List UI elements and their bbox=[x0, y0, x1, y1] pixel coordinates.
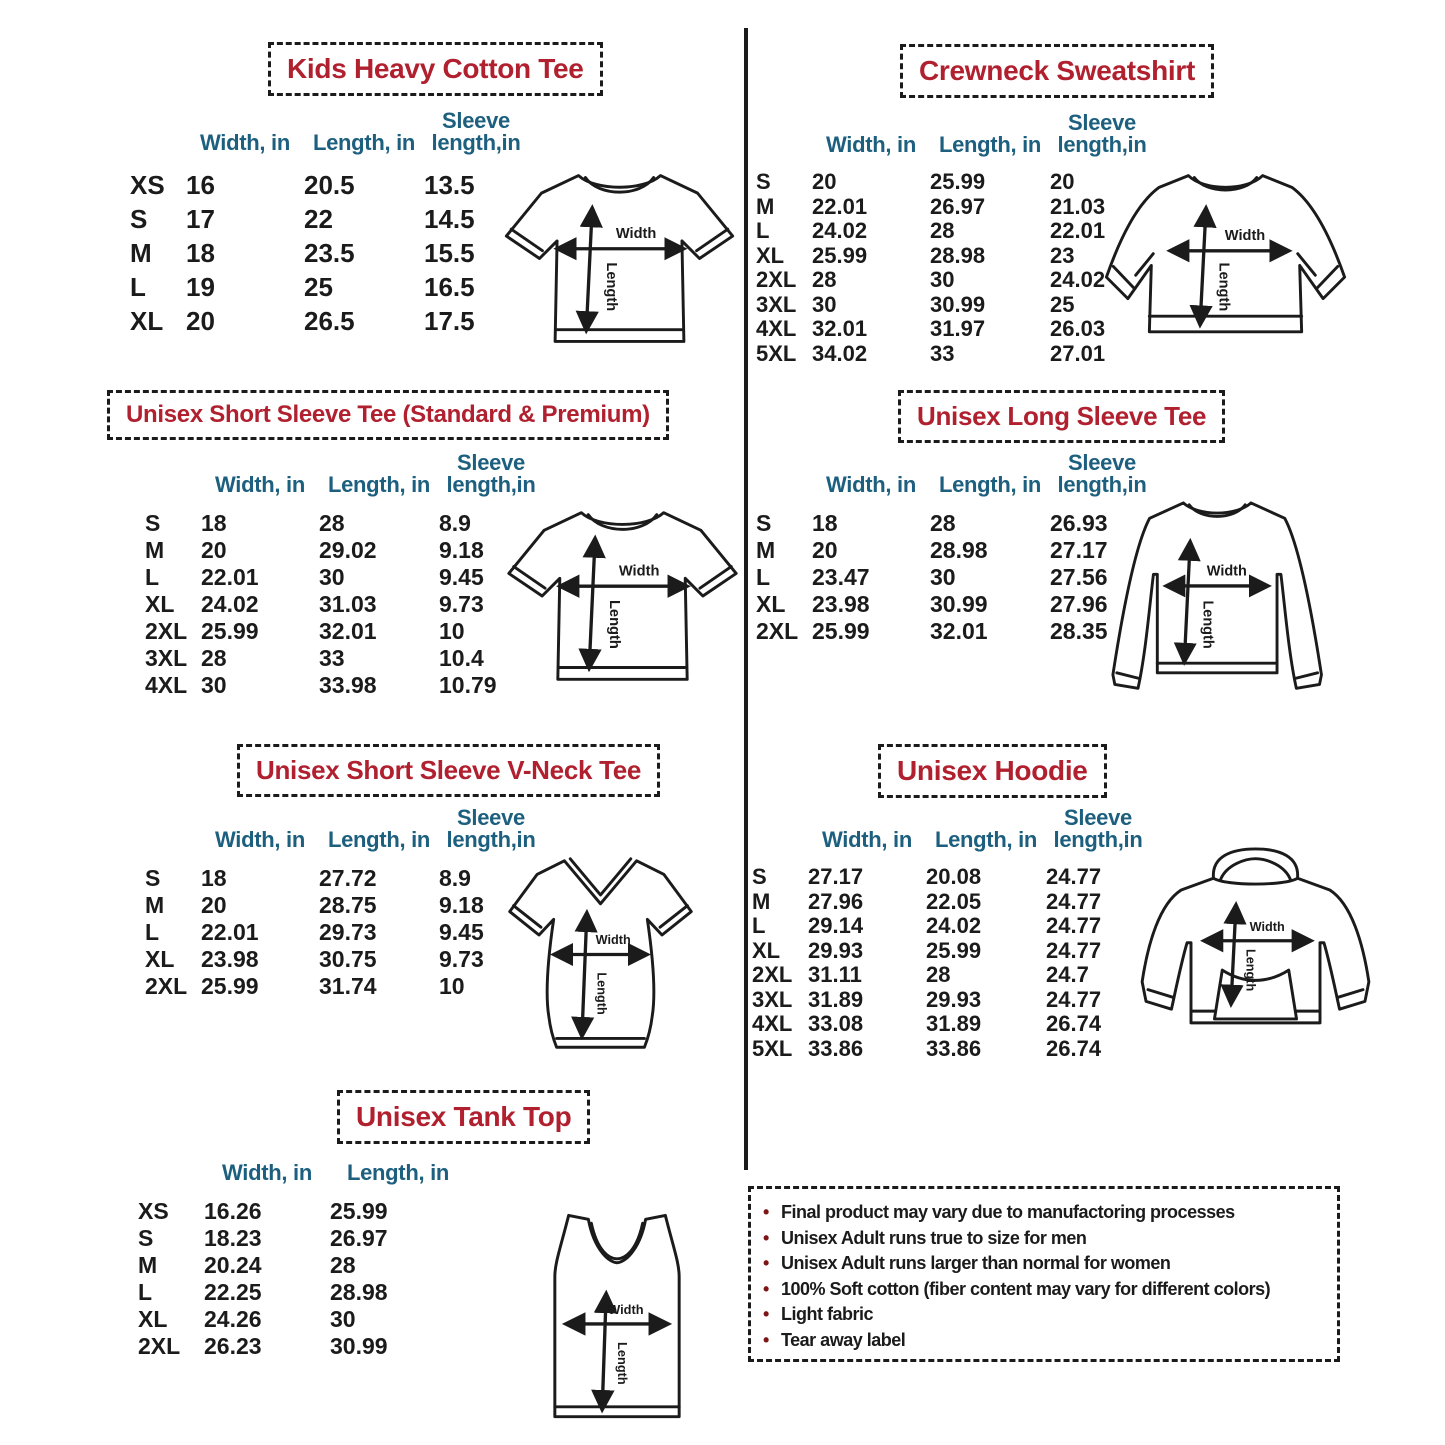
size-row bbox=[138, 1198, 466, 1225]
sleeve-value: 9.73 bbox=[439, 591, 484, 617]
corner-cell bbox=[756, 98, 812, 170]
column-header: Sleeve length,in bbox=[431, 108, 521, 155]
size-row bbox=[138, 1306, 466, 1333]
size-label: 3XL bbox=[145, 645, 188, 671]
width-value: 22.01 bbox=[201, 564, 259, 590]
size-label: L bbox=[138, 1279, 153, 1305]
width-value: 25.99 bbox=[812, 242, 868, 268]
sleeve-value: 26.74 bbox=[1046, 1035, 1102, 1061]
size-row bbox=[130, 236, 528, 270]
length-value: 33 bbox=[319, 645, 345, 671]
size-row bbox=[145, 591, 543, 618]
size-row bbox=[756, 342, 1154, 367]
note-item: • 100% Soft cotton (fiber content may vary for different colors) bbox=[761, 1277, 1327, 1303]
length-value: 20.08 bbox=[926, 864, 982, 889]
length-value: 28 bbox=[930, 510, 956, 536]
width-value: 25.99 bbox=[812, 618, 870, 644]
length-value: 26.97 bbox=[930, 193, 986, 219]
size-row bbox=[130, 304, 528, 338]
size-table-short-sleeve-tee bbox=[145, 438, 543, 699]
column-header: Length, in bbox=[938, 132, 1042, 157]
size-table-tank-top bbox=[138, 1148, 466, 1360]
garment-outline bbox=[509, 513, 736, 680]
size-row bbox=[752, 1012, 1150, 1037]
length-value: 31.97 bbox=[930, 316, 986, 341]
header-row bbox=[752, 793, 1150, 865]
column-header: Sleeve length,in bbox=[446, 450, 536, 497]
sleeve-value: 24.7 bbox=[1046, 962, 1089, 987]
sleeve-value: 16.5 bbox=[424, 272, 475, 302]
header-row bbox=[756, 98, 1154, 170]
width-value: 29.93 bbox=[808, 937, 864, 963]
tee-illustration bbox=[497, 158, 742, 358]
width-value: 22.01 bbox=[812, 193, 868, 219]
size-row bbox=[145, 618, 543, 645]
length-value: 33.98 bbox=[319, 672, 377, 698]
sleeve-value: 22.01 bbox=[1050, 218, 1106, 243]
sleeve-value: 9.18 bbox=[439, 537, 484, 563]
size-label: 2XL bbox=[138, 1333, 181, 1359]
size-label: 3XL bbox=[756, 291, 797, 317]
length-value: 28 bbox=[319, 510, 345, 536]
column-header: Width, in bbox=[200, 130, 290, 155]
width-value: 27.17 bbox=[808, 864, 864, 889]
size-label: S bbox=[756, 169, 771, 194]
width-value: 20 bbox=[812, 537, 838, 563]
length-value: 32.01 bbox=[930, 618, 988, 644]
length-arrow-label: Length bbox=[594, 972, 609, 1015]
size-row bbox=[138, 1279, 466, 1306]
sleeve-value: 15.5 bbox=[424, 238, 475, 268]
size-label: 5XL bbox=[752, 1035, 793, 1061]
size-row bbox=[752, 865, 1150, 890]
width-arrow-label: Width bbox=[608, 1302, 644, 1318]
column-header: Width, in bbox=[215, 827, 305, 852]
size-label: M bbox=[756, 537, 776, 563]
size-row bbox=[752, 914, 1150, 939]
length-value: 23.5 bbox=[304, 238, 355, 268]
length-value: 26.5 bbox=[304, 306, 355, 336]
width-value: 18 bbox=[201, 510, 227, 536]
size-row bbox=[145, 645, 543, 672]
tee-illustration bbox=[500, 488, 745, 703]
width-value: 23.98 bbox=[812, 591, 870, 617]
length-value: 31.03 bbox=[319, 591, 377, 617]
width-value: 29.14 bbox=[808, 913, 864, 938]
sleeve-value: 26.74 bbox=[1046, 1011, 1102, 1036]
hoodie-illustration bbox=[1118, 845, 1393, 1060]
sleeve-value: 24.77 bbox=[1046, 937, 1102, 963]
width-value: 24.02 bbox=[201, 591, 259, 617]
width-value: 22.25 bbox=[204, 1279, 262, 1305]
section-title-long-sleeve-tee: Unisex Long Sleeve Tee bbox=[898, 390, 1225, 443]
size-row bbox=[756, 317, 1154, 342]
sleeve-value: 24.77 bbox=[1046, 864, 1102, 889]
width-value: 28 bbox=[812, 267, 837, 292]
sleeve-value: 9.18 bbox=[439, 892, 484, 918]
size-row bbox=[130, 270, 528, 304]
sleeve-value: 9.45 bbox=[439, 919, 484, 945]
size-row bbox=[145, 865, 543, 892]
size-label: L bbox=[756, 218, 770, 243]
width-value: 18 bbox=[186, 238, 215, 268]
sleeve-value: 10 bbox=[439, 973, 465, 999]
width-value: 27.96 bbox=[808, 888, 864, 914]
length-arrow-label: Length bbox=[614, 1342, 630, 1385]
sleeve-value: 27.17 bbox=[1050, 537, 1108, 563]
size-label: 4XL bbox=[756, 316, 797, 341]
width-value: 18.23 bbox=[204, 1225, 262, 1251]
size-label: 4XL bbox=[145, 672, 188, 698]
width-value: 30 bbox=[812, 291, 837, 317]
column-header: Length, in bbox=[346, 1160, 450, 1185]
sleeve-value: 27.96 bbox=[1050, 591, 1108, 617]
sleeve-value: 10.4 bbox=[439, 645, 484, 671]
size-label: S bbox=[145, 865, 161, 891]
note-item: • Unisex Adult runs larger than normal for women bbox=[761, 1251, 1327, 1277]
size-label: XL bbox=[756, 242, 785, 268]
length-value: 24.02 bbox=[926, 913, 982, 938]
size-label: M bbox=[756, 193, 775, 219]
size-table-crewneck bbox=[756, 98, 1154, 366]
sleeve-value: 10 bbox=[439, 618, 465, 644]
size-row bbox=[756, 219, 1154, 244]
size-row bbox=[145, 510, 543, 537]
section-title-hoodie: Unisex Hoodie bbox=[878, 744, 1107, 798]
size-label: M bbox=[138, 1252, 158, 1278]
width-value: 32.01 bbox=[812, 316, 868, 341]
size-label: L bbox=[145, 919, 160, 945]
size-row bbox=[756, 170, 1154, 195]
size-label: 2XL bbox=[145, 618, 188, 644]
size-table-hoodie bbox=[752, 793, 1150, 1061]
width-value: 23.98 bbox=[201, 946, 259, 972]
width-value: 16 bbox=[186, 170, 215, 200]
size-label: XL bbox=[752, 937, 781, 963]
sleeve-value: 24.02 bbox=[1050, 267, 1106, 292]
size-row bbox=[130, 202, 528, 236]
width-value: 20 bbox=[201, 892, 227, 918]
size-label: 2XL bbox=[756, 267, 797, 292]
size-label: L bbox=[130, 272, 146, 302]
length-value: 30 bbox=[930, 564, 956, 590]
section-title-vneck-tee: Unisex Short Sleeve V-Neck Tee bbox=[237, 744, 660, 797]
column-header: Length, in bbox=[327, 827, 431, 852]
size-label: S bbox=[145, 510, 161, 536]
length-value: 30 bbox=[930, 267, 955, 292]
column-header: Sleeve length,in bbox=[1053, 805, 1143, 852]
width-value: 30 bbox=[201, 672, 227, 698]
length-value: 30.99 bbox=[930, 291, 986, 317]
length-arrow-label: Length bbox=[605, 599, 622, 649]
corner-cell bbox=[756, 438, 812, 510]
section-title-tank-top: Unisex Tank Top bbox=[337, 1090, 590, 1144]
column-header: Width, in bbox=[822, 827, 912, 852]
length-value: 33.86 bbox=[926, 1035, 982, 1061]
length-value: 22.05 bbox=[926, 888, 982, 914]
length-arrow-label: Length bbox=[1215, 262, 1232, 312]
size-label: XL bbox=[756, 591, 786, 617]
width-value: 17 bbox=[186, 204, 215, 234]
size-row bbox=[145, 973, 543, 1000]
sleeve-value: 28.35 bbox=[1050, 618, 1108, 644]
header-row bbox=[138, 1148, 466, 1198]
size-label: S bbox=[130, 204, 148, 234]
sleeve-value: 21.03 bbox=[1050, 193, 1106, 219]
sleeve-value: 24.77 bbox=[1046, 888, 1102, 914]
product-notes-box bbox=[748, 1186, 1340, 1362]
width-value: 22.01 bbox=[201, 919, 259, 945]
corner-cell bbox=[145, 793, 201, 865]
corner-cell bbox=[752, 793, 808, 865]
size-label: L bbox=[756, 564, 771, 590]
width-value: 31.11 bbox=[808, 962, 862, 987]
sleeve-value: 24.77 bbox=[1046, 986, 1102, 1012]
column-header: Width, in bbox=[215, 472, 305, 497]
long-sleeve-tee-illustration bbox=[1082, 488, 1362, 708]
size-table-kids-tee bbox=[130, 96, 528, 338]
note-item: • Tear away label bbox=[761, 1328, 1327, 1354]
sleeve-value: 9.73 bbox=[439, 946, 484, 972]
size-row bbox=[752, 890, 1150, 915]
size-label: XL bbox=[138, 1306, 168, 1332]
section-title-kids-tee: Kids Heavy Cotton Tee bbox=[268, 42, 603, 96]
tank-top-illustration bbox=[543, 1205, 691, 1433]
length-value: 31.89 bbox=[926, 1011, 982, 1036]
width-value: 25.99 bbox=[201, 618, 259, 644]
column-header: Width, in bbox=[222, 1160, 312, 1185]
size-label: M bbox=[145, 537, 165, 563]
size-row bbox=[756, 195, 1154, 220]
column-header: Length, in bbox=[934, 827, 1038, 852]
width-value: 19 bbox=[186, 272, 215, 302]
length-value: 28 bbox=[930, 218, 955, 243]
size-label: XL bbox=[130, 306, 164, 336]
length-value: 20.5 bbox=[304, 170, 355, 200]
size-label: M bbox=[145, 892, 165, 918]
width-value: 34.02 bbox=[812, 340, 868, 366]
column-header: Length, in bbox=[938, 472, 1042, 497]
section-title-crewneck: Crewneck Sweatshirt bbox=[900, 44, 1214, 98]
garment-outline bbox=[1113, 503, 1322, 688]
sleeve-value: 26.03 bbox=[1050, 316, 1106, 341]
size-label: S bbox=[752, 864, 767, 889]
sweatshirt-illustration bbox=[1098, 160, 1353, 365]
sleeve-value: 13.5 bbox=[424, 170, 475, 200]
column-header: Length, in bbox=[312, 130, 416, 155]
width-value: 20.24 bbox=[204, 1252, 262, 1278]
sleeve-value: 23 bbox=[1050, 242, 1075, 268]
width-arrow-label: Width bbox=[1206, 563, 1247, 580]
length-value: 25.99 bbox=[926, 937, 982, 963]
length-value: 30 bbox=[330, 1306, 356, 1332]
length-value: 30.99 bbox=[330, 1333, 388, 1359]
sleeve-value: 26.93 bbox=[1050, 510, 1108, 536]
size-label: M bbox=[752, 888, 771, 914]
note-item: • Final product may vary due to manufactoring processes bbox=[761, 1200, 1327, 1226]
length-value: 28.75 bbox=[319, 892, 377, 918]
size-row bbox=[752, 939, 1150, 964]
length-value: 28.98 bbox=[930, 537, 988, 563]
size-row bbox=[138, 1252, 466, 1279]
width-value: 24.02 bbox=[812, 218, 868, 243]
size-row bbox=[145, 919, 543, 946]
sleeve-value: 24.77 bbox=[1046, 913, 1102, 938]
length-value: 28 bbox=[330, 1252, 356, 1278]
note-item: • Unisex Adult runs true to size for men bbox=[761, 1226, 1327, 1252]
width-value: 18 bbox=[812, 510, 838, 536]
sleeve-value: 20 bbox=[1050, 169, 1075, 194]
size-row bbox=[138, 1225, 466, 1252]
length-value: 29.02 bbox=[319, 537, 377, 563]
length-value: 28 bbox=[926, 962, 951, 987]
size-label: 2XL bbox=[752, 962, 793, 987]
width-value: 33.86 bbox=[808, 1035, 864, 1061]
length-value: 25.99 bbox=[330, 1198, 388, 1224]
notes-list bbox=[761, 1200, 1327, 1353]
sleeve-value: 27.01 bbox=[1050, 340, 1106, 366]
column-header: Sleeve length,in bbox=[446, 805, 536, 852]
length-value: 31.74 bbox=[319, 973, 377, 999]
length-value: 30.99 bbox=[930, 591, 988, 617]
length-value: 28.98 bbox=[930, 242, 986, 268]
size-row bbox=[145, 892, 543, 919]
sleeve-value: 10.79 bbox=[439, 672, 497, 698]
sleeve-value: 8.9 bbox=[439, 865, 471, 891]
width-value: 25.99 bbox=[201, 973, 259, 999]
width-value: 16.26 bbox=[204, 1198, 262, 1224]
size-row bbox=[752, 963, 1150, 988]
column-header: Sleeve length,in bbox=[1057, 110, 1147, 157]
length-value: 22 bbox=[304, 204, 333, 234]
width-value: 31.89 bbox=[808, 986, 864, 1012]
size-label: 4XL bbox=[752, 1011, 793, 1036]
size-label: S bbox=[756, 510, 772, 536]
width-arrow-label: Width bbox=[618, 563, 660, 580]
width-value: 20 bbox=[201, 537, 227, 563]
size-row bbox=[138, 1333, 466, 1360]
width-value: 18 bbox=[201, 865, 227, 891]
length-arrow-label: Length bbox=[1243, 948, 1258, 992]
size-row bbox=[756, 268, 1154, 293]
corner-cell bbox=[145, 438, 201, 510]
width-arrow-label: Width bbox=[595, 932, 631, 947]
header-row bbox=[145, 438, 543, 510]
width-value: 24.26 bbox=[204, 1306, 262, 1332]
note-item: • Light fabric bbox=[761, 1302, 1327, 1328]
length-value: 28.98 bbox=[330, 1279, 388, 1305]
size-row bbox=[752, 988, 1150, 1013]
length-value: 25 bbox=[304, 272, 333, 302]
width-value: 33.08 bbox=[808, 1011, 864, 1036]
corner-cell bbox=[130, 96, 186, 168]
column-header: Width, in bbox=[826, 472, 916, 497]
size-label: 5XL bbox=[756, 340, 797, 366]
column-header: Width, in bbox=[826, 132, 916, 157]
header-row bbox=[130, 96, 528, 168]
length-value: 26.97 bbox=[330, 1225, 388, 1251]
section-title-short-sleeve-tee: Unisex Short Sleeve Tee (Standard & Premium) bbox=[107, 390, 669, 440]
width-arrow-label: Width bbox=[1249, 920, 1285, 934]
size-row bbox=[756, 293, 1154, 318]
column-header: Sleeve length,in bbox=[1057, 450, 1147, 497]
size-label: 2XL bbox=[756, 618, 799, 644]
size-row bbox=[130, 168, 528, 202]
size-label: XS bbox=[138, 1198, 169, 1224]
length-value: 25.99 bbox=[930, 169, 986, 194]
header-row bbox=[145, 793, 543, 865]
length-value: 29.93 bbox=[926, 986, 982, 1012]
column-header: Length, in bbox=[327, 472, 431, 497]
length-value: 29.73 bbox=[319, 919, 377, 945]
length-arrow-label: Length bbox=[1199, 600, 1216, 649]
size-label: L bbox=[145, 564, 160, 590]
sleeve-value: 27.56 bbox=[1050, 564, 1108, 590]
width-arrow-label: Width bbox=[615, 226, 657, 242]
width-value: 20 bbox=[812, 169, 837, 194]
size-row bbox=[145, 564, 543, 591]
size-label: XS bbox=[130, 170, 165, 200]
length-value: 33 bbox=[930, 340, 955, 366]
garment-outline bbox=[506, 176, 732, 342]
sleeve-value: 25 bbox=[1050, 291, 1075, 317]
corner-cell bbox=[138, 1148, 204, 1198]
size-label: XL bbox=[145, 946, 175, 972]
sleeve-value: 9.45 bbox=[439, 564, 484, 590]
length-value: 30.75 bbox=[319, 946, 377, 972]
size-label: 3XL bbox=[752, 986, 793, 1012]
size-row bbox=[145, 672, 543, 699]
size-row bbox=[756, 244, 1154, 269]
width-value: 23.47 bbox=[812, 564, 870, 590]
sleeve-value: 14.5 bbox=[424, 204, 475, 234]
vneck-tee-illustration bbox=[498, 845, 703, 1065]
sleeve-value: 17.5 bbox=[424, 306, 475, 336]
width-value: 26.23 bbox=[204, 1333, 262, 1359]
size-table-vneck-tee bbox=[145, 793, 543, 1000]
length-arrow-label: Length bbox=[602, 262, 619, 312]
size-label: XL bbox=[145, 591, 175, 617]
width-value: 28 bbox=[201, 645, 227, 671]
sleeve-value: 8.9 bbox=[439, 510, 471, 536]
size-row bbox=[145, 537, 543, 564]
length-value: 30 bbox=[319, 564, 345, 590]
size-label: L bbox=[752, 913, 766, 938]
size-row bbox=[145, 946, 543, 973]
length-value: 27.72 bbox=[319, 865, 377, 891]
size-label: 2XL bbox=[145, 973, 188, 999]
size-label: M bbox=[130, 238, 152, 268]
size-label: S bbox=[138, 1225, 154, 1251]
length-value: 32.01 bbox=[319, 618, 377, 644]
size-row bbox=[752, 1037, 1150, 1062]
width-value: 20 bbox=[186, 306, 215, 336]
width-arrow-label: Width bbox=[1224, 228, 1266, 245]
